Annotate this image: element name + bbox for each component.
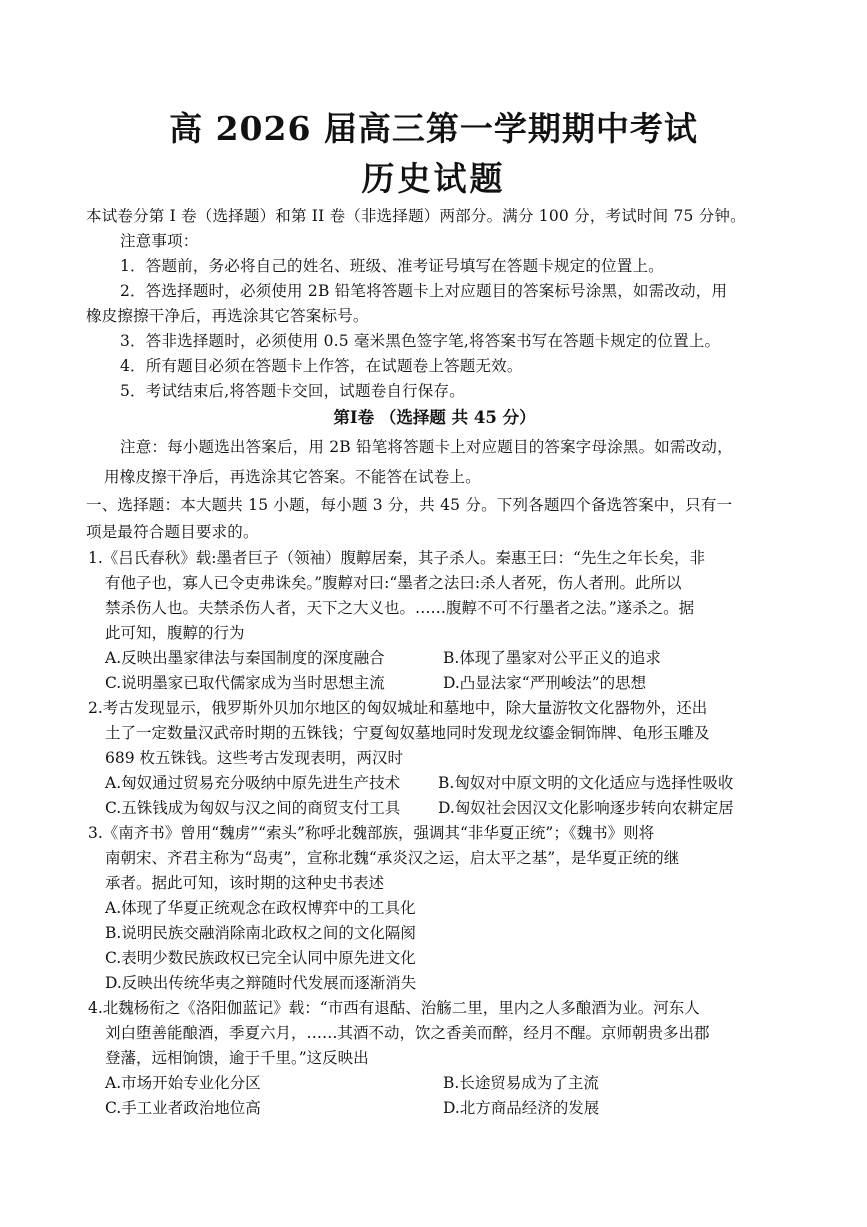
- question-3-line: 南朝宋、齐君主称为“岛夷”，宣称北魏“承炎汉之运，启太平之基”，是华夏正统的继: [105, 849, 680, 867]
- option-a: A.反映出墨家律法与秦国制度的深度融合: [105, 649, 385, 667]
- option-c: C.五铢钱成为匈奴与汉之间的商贸支付工具: [105, 799, 401, 817]
- notice-item-3: 3．答非选择题时，必须使用 0.5 毫米黑色签字笔,将答案书写在答题卡规定的位置上。: [120, 332, 721, 350]
- question-2-line: 689 枚五铢钱。这些考古发现表明，两汉时: [105, 749, 404, 767]
- option-d: D.凸显法家“严刑峻法”的思想: [443, 674, 647, 692]
- option-b: B.匈奴对中原文明的文化适应与选择性吸收: [438, 774, 734, 792]
- question-2-line: 2.考古发现显示，俄罗斯外贝加尔地区的匈奴城址和墓地中，除大量游牧文化器物外，还出: [88, 699, 708, 717]
- section-note-line-1: 注意：每小题选出答案后，用 2B 铅笔将答题卡上对应题目的答案字母涂黑。如需改动，: [120, 438, 733, 456]
- question-4-line: 登藩，远相饷馈，逾于千里。”这反映出: [105, 1049, 369, 1067]
- question-3-options: [88, 896, 815, 996]
- section-title: 第Ⅰ卷 （选择题 共 45 分）: [333, 408, 536, 427]
- question-2: [88, 696, 815, 771]
- question-1-line: 有他子也，寡人已令吏弗诛矣。”腹䵍对曰:“墨者之法曰:杀人者死，伤人者刑。此所以: [105, 574, 682, 592]
- question-4: [88, 996, 815, 1071]
- question-3-line: 承者。据此可知，该时期的这种史书表述: [105, 874, 385, 892]
- option-c: C.手工业者政治地位高: [105, 1099, 261, 1117]
- notice-item-2-cont: 橡皮擦擦干净后，再选涂其它答案标号。: [86, 307, 369, 325]
- exam-subtitle: 历史试题: [361, 159, 506, 198]
- option-b: B.体现了墨家对公平正义的追求: [443, 649, 661, 667]
- question-3-line: 3.《南齐书》曾用“魏虏”“索头”称呼北魏部族，强调其“非华夏正统”；《魏书》则将: [88, 824, 655, 842]
- question-1: [88, 546, 815, 646]
- question-3: [88, 821, 815, 896]
- option-d: D.匈奴社会因汉文化影响逐步转向农耕定居: [438, 799, 734, 817]
- notice-heading: 注意事项：: [120, 232, 199, 250]
- notice-item-5: 5．考试结束后,将答题卡交回，试题卷自行保存。: [120, 382, 465, 400]
- option-d: D.北方商品经济的发展: [443, 1099, 600, 1117]
- option-a: A.匈奴通过贸易充分吸纳中原先进生产技术: [105, 774, 401, 792]
- notice-item-1: 1．答题前，务必将自己的姓名、班级、准考证号填写在答题卡规定的位置上。: [120, 257, 664, 275]
- question-1-options: [88, 646, 815, 696]
- section-note-line-2: 用橡皮擦干净后，再选涂其它答案。不能答在试卷上。: [104, 468, 481, 486]
- part-instruction-line-2: 项是最符合题目要求的。: [86, 523, 259, 541]
- question-1-line: 1.《吕氏春秋》载:墨者巨子（领袖）腹䵍居秦，其子杀人。秦惠王曰：“先生之年长矣，非: [88, 549, 705, 567]
- exam-title: 高 2026 届高三第一学期期中考试: [169, 109, 698, 148]
- option-c: C.表明少数民族政权已完全认同中原先进文化: [105, 949, 416, 967]
- notice-item-4: 4．所有题目必须在答题卡上作答，在试题卷上答题无效。: [120, 357, 523, 375]
- question-1-line: 禁杀伤人也。夫禁杀伤人者，天下之大义也。……腹䵍不可不行墨者之法。”遂杀之。据: [105, 599, 695, 617]
- question-4-options: [88, 1071, 815, 1121]
- option-a: A.体现了华夏正统观念在政权博弈中的工具化: [105, 899, 416, 917]
- notice-item-2: 2．答选择题时，必须使用 2B 铅笔将答题卡上对应题目的答案标号涂黑，如需改动，用: [120, 282, 728, 300]
- option-c: C.说明墨家已取代儒家成为当时思想主流: [105, 674, 385, 692]
- option-d: D.反映出传统华夷之辩随时代发展而逐渐消失: [105, 974, 417, 992]
- question-1-line: 此可知，腹䵍的行为: [105, 624, 245, 642]
- question-2-line: 土了一定数量汉武帝时期的五铢钱；宁夏匈奴墓地同时发现龙纹鎏金铜饰牌、龟形玉雕及: [105, 724, 710, 742]
- question-4-line: 刘白堕善能酿酒，季夏六月，……其酒不动，饮之香美而醉，经月不醒。京师朝贵多出郡: [105, 1024, 710, 1042]
- question-4-line: 4.北魏杨衔之《洛阳伽蓝记》载：“市西有退酤、治觞二里，里内之人多酿酒为业。河东人: [88, 999, 700, 1017]
- option-b: B.长途贸易成为了主流: [443, 1074, 599, 1092]
- question-2-options: [88, 771, 815, 821]
- intro-text: 本试卷分第 I 卷（选择题）和第 II 卷（非选择题）两部分。满分 100 分，考试时间 75 分钟。: [86, 207, 746, 225]
- option-b: B.说明民族交融消除南北政权之间的文化隔阂: [105, 924, 416, 942]
- option-a: A.市场开始专业化分区: [105, 1074, 261, 1092]
- part-instruction-line-1: 一、选择题：本大题共 15 小题，每小题 3 分，共 45 分。下列各题四个备选答案中，只有一: [86, 496, 733, 514]
